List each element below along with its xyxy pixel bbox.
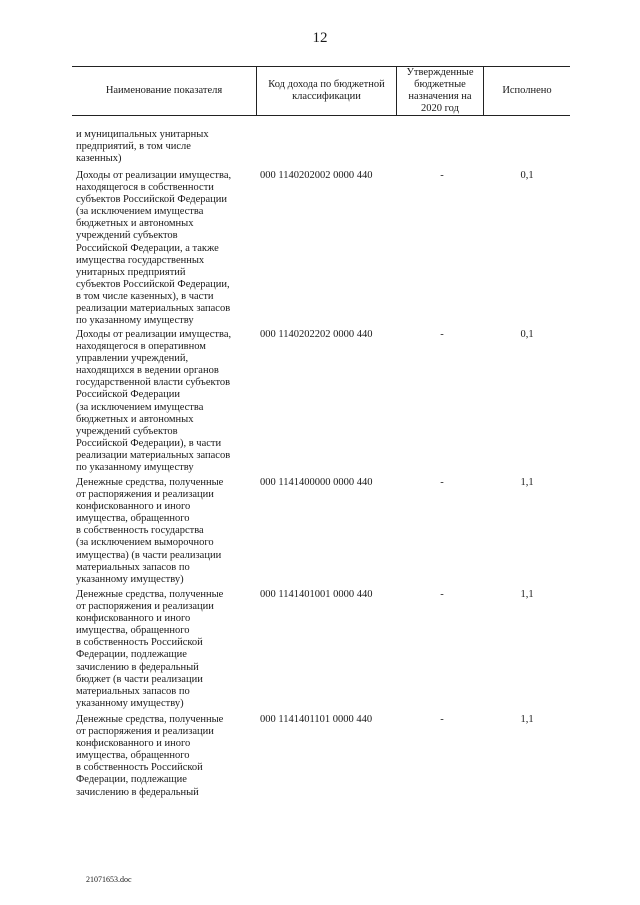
- document-filename: 21071653.doc: [86, 875, 132, 884]
- header-name: Наименование показателя: [105, 85, 223, 96]
- row-code: 000 1141401101 0000 440: [260, 714, 373, 725]
- row-approved: -: [440, 589, 444, 600]
- row-code: 000 1141401001 0000 440: [260, 589, 373, 600]
- row-approved: -: [440, 477, 444, 488]
- header-done: Исполнено: [502, 85, 552, 96]
- row-approved: -: [440, 170, 444, 181]
- page-number: 12: [312, 30, 328, 46]
- header-approved: Утвержденные бюджетные назначения на 2020 год: [406, 67, 474, 114]
- row-code: 000 1140202002 0000 440: [260, 170, 373, 181]
- row-name: Доходы от реализации имущества, находящегося в собственности субъектов Российской Федерации (за исключением имущества бюджетных и автономных учреждений субъектов Российской Федерации, а также имущества государственных унитарных предприятий субъектов Российской Федерации, в том числе казенных), в части реализации материальных запасов по указанному имуществу: [76, 170, 232, 327]
- row-done: 1,1: [520, 714, 534, 725]
- row-code: 000 1140202202 0000 440: [260, 329, 373, 340]
- header-code: Код дохода по бюджетной классификации: [268, 79, 385, 102]
- row-done: 0,1: [520, 329, 534, 340]
- row-done: 0,1: [520, 170, 534, 181]
- row-name: Доходы от реализации имущества, находящегося в оперативном управлении учреждений, находящихся в ведении органов государственной власти субъектов Российской Федерации (за исключением имущества бюджетных и автономных учреждений субъектов Российской Федерации), в части реализации материальных запасов по указанному имуществу: [76, 329, 232, 474]
- row-name: Денежные средства, полученные от распоряжения и реализации конфискованного и иного имущества, обращенного в собственность государства (за исключением выморочного имущества) (в части реализации материальных запасов по указанному имуществу): [76, 477, 224, 585]
- row-name: и муниципальных унитарных предприятий, в том числе казенных): [76, 129, 209, 165]
- row-done: 1,1: [520, 477, 534, 488]
- row-code: 000 1141400000 0000 440: [260, 477, 373, 488]
- row-approved: -: [440, 329, 444, 340]
- row-name: Денежные средства, полученные от распоряжения и реализации конфискованного и иного имущества, обращенного в собственность Российской Федерации, подлежащие зачислению в федеральный: [76, 714, 224, 798]
- row-name: Денежные средства, полученные от распоряжения и реализации конфискованного и иного имущества, обращенного в собственность Российской Федерации, подлежащие зачислению в федеральный бюджет (в части реализации материальных запасов по указанному имуществу): [76, 589, 224, 709]
- row-done: 1,1: [520, 589, 534, 600]
- row-approved: -: [440, 714, 444, 725]
- table-header: [72, 66, 570, 116]
